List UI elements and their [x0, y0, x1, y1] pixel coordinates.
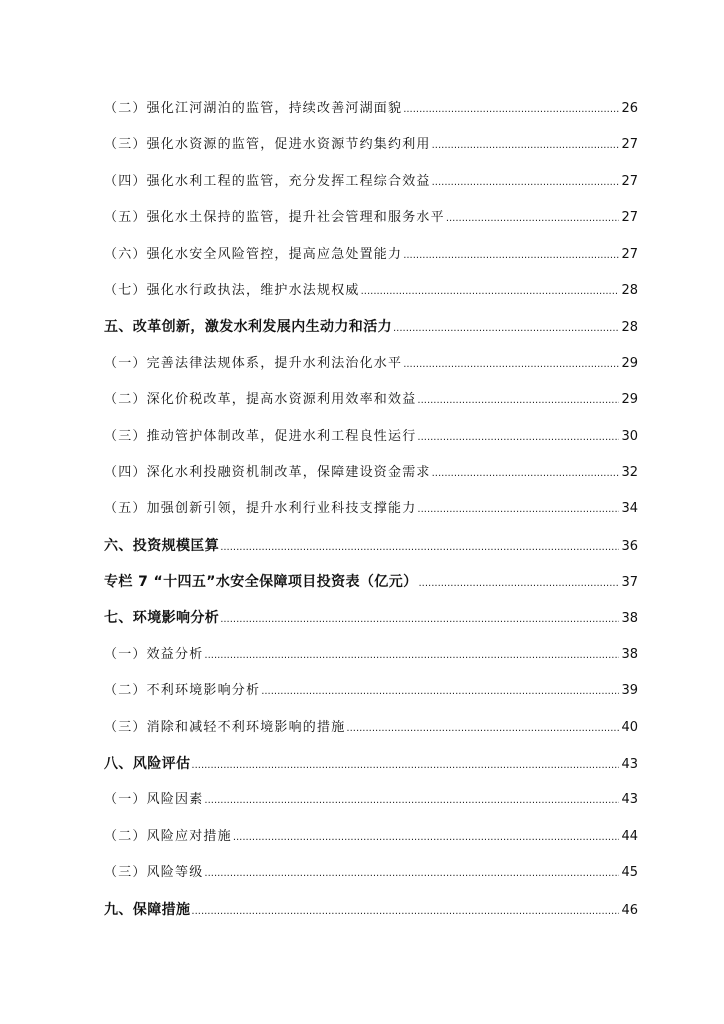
toc-entry-title: （一）风险因素 [104, 792, 204, 808]
toc-entry-title: （七）强化水行政执法，维护水法规权威 [104, 282, 360, 298]
toc-section-entry [104, 273, 638, 309]
toc-dot-leader [417, 492, 619, 528]
toc-entry-title: 七、环境影响分析 [104, 610, 220, 627]
toc-chapter-entry [104, 564, 638, 600]
toc-entry-title: （二）不利环境影响分析 [104, 683, 261, 699]
toc-dot-leader [361, 274, 620, 310]
toc-chapter-entry [104, 309, 638, 345]
toc-entry-title: （四）深化水利投融资机制改革，保障建设资金需求 [104, 464, 431, 480]
toc-section-entry [104, 710, 638, 746]
toc-dot-leader [432, 128, 620, 164]
toc-page-number: 36 [621, 538, 638, 554]
toc-dot-leader [191, 748, 619, 784]
toc-chapter-entry [104, 892, 638, 928]
toc-entry-title: 五、改革创新，激发水利发展内生动力和活力 [104, 319, 392, 336]
toc-section-entry [104, 855, 638, 891]
toc-dot-leader [446, 201, 620, 237]
toc-page-number: 43 [621, 757, 638, 773]
toc-section-entry [104, 382, 638, 418]
toc-entry-title: （一）完善法律法规体系，提升水利法治化水平 [104, 355, 403, 371]
toc-section-entry [104, 164, 638, 200]
toc-chapter-entry [104, 600, 638, 636]
toc-page-number: 38 [621, 646, 638, 662]
toc-entry-title: （三）消除和减轻不利环境影响的措施 [104, 719, 346, 735]
toc-page-number: 44 [621, 828, 638, 844]
toc-dot-leader [204, 638, 619, 674]
toc-page-number: 43 [621, 792, 638, 808]
toc-page-number: 38 [621, 611, 638, 627]
toc-page-number: 26 [621, 101, 638, 116]
toc-section-entry [104, 673, 638, 709]
toc-entry-title: （二）深化价税改革，提高水资源利用效率和效益 [104, 392, 417, 408]
toc-section-entry [104, 200, 638, 236]
toc-page-number: 37 [621, 575, 638, 591]
toc-dot-leader [261, 674, 619, 710]
toc-entry-title: （三）风险等级 [104, 865, 204, 881]
toc-page-number: 27 [621, 173, 638, 189]
toc-page-number: 27 [621, 210, 638, 226]
toc-section-entry [104, 819, 638, 855]
toc-page-number: 29 [621, 392, 638, 408]
toc-section-entry [104, 91, 638, 127]
toc-entry-title: 六、投资规模匡算 [104, 537, 220, 554]
toc-dot-leader [432, 456, 620, 492]
toc-page-number: 45 [621, 865, 638, 881]
toc-section-entry [104, 419, 638, 455]
toc-entry-title: （六）强化水安全风险管控，提高应急处置能力 [104, 246, 403, 262]
toc-page-number: 28 [621, 282, 638, 298]
toc-page-number: 34 [621, 501, 638, 517]
toc-page-number: 32 [621, 464, 638, 480]
toc-dot-leader [220, 530, 619, 566]
toc-dot-leader [220, 602, 619, 638]
toc-dot-leader [403, 238, 619, 274]
toc-entry-title: 八、风险评估 [104, 756, 191, 773]
toc-entry-title: 九、保障措施 [104, 901, 191, 918]
toc-dot-leader [403, 92, 619, 128]
toc-entry-title: （一）效益分析 [104, 646, 204, 662]
toc-entry-title: （三）强化水资源的监管，促进水资源节约集约利用 [104, 137, 431, 153]
toc-entry-title: （二）强化江河湖泊的监管，持续改善河湖面貌 [104, 101, 403, 116]
toc-dot-leader [191, 894, 619, 930]
toc-entry-title: 专栏 7 “十四五”水安全保障项目投资表（亿元） [104, 574, 418, 591]
toc-dot-leader [346, 711, 619, 747]
toc-dot-leader [204, 856, 619, 892]
toc-page-number: 28 [621, 320, 638, 336]
toc-section-entry [104, 127, 638, 163]
toc-page-number: 30 [621, 428, 638, 444]
toc-entry-title: （五）强化水土保持的监管，提升社会管理和服务水平 [104, 210, 445, 226]
toc-entry-title: （三）推动管护体制改革，促进水利工程良性运行 [104, 428, 417, 444]
toc-entry-title: （四）强化水利工程的监管，充分发挥工程综合效益 [104, 173, 431, 189]
toc-page-number: 27 [621, 246, 638, 262]
toc-chapter-entry [104, 746, 638, 782]
table-of-contents [104, 91, 638, 928]
toc-dot-leader [204, 783, 619, 819]
toc-dot-leader [417, 383, 619, 419]
toc-dot-leader [233, 820, 620, 856]
toc-section-entry [104, 455, 638, 491]
toc-dot-leader [403, 347, 619, 383]
toc-dot-leader [432, 165, 620, 201]
toc-section-entry [104, 491, 638, 527]
toc-section-entry [104, 782, 638, 818]
toc-entry-title: （五）加强创新引领，提升水利行业科技支撑能力 [104, 501, 417, 517]
toc-entry-title: （二）风险应对措施 [104, 828, 232, 844]
toc-page-number: 27 [621, 137, 638, 153]
toc-page-number: 39 [621, 683, 638, 699]
toc-page-number: 46 [621, 902, 638, 918]
toc-section-entry [104, 237, 638, 273]
toc-chapter-entry [104, 528, 638, 564]
toc-page-number: 40 [621, 719, 638, 735]
toc-dot-leader [393, 311, 619, 347]
toc-page-number: 29 [621, 355, 638, 371]
toc-section-entry [104, 346, 638, 382]
toc-dot-leader [417, 420, 619, 456]
toc-section-entry [104, 637, 638, 673]
toc-dot-leader [419, 566, 620, 602]
